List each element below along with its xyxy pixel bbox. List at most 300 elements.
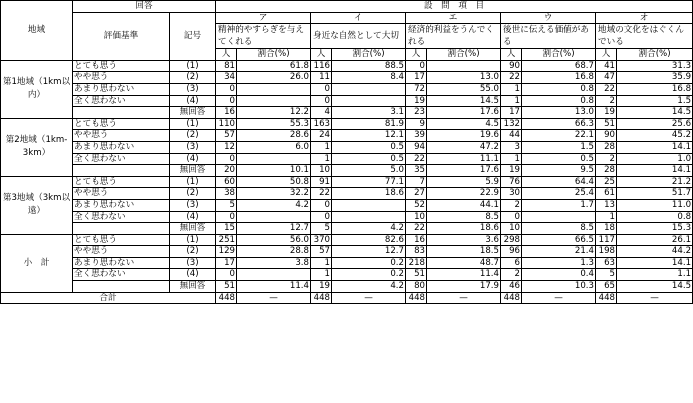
- count-cell: 22: [406, 153, 427, 165]
- table-row: [1, 60, 693, 72]
- criteria-label: やや思う: [73, 72, 170, 84]
- count-cell: 251: [216, 234, 237, 246]
- ratio-cell: 32.2: [237, 188, 311, 200]
- answer-header: 回答: [73, 1, 216, 13]
- total-row: [1, 292, 693, 304]
- ratio-cell: 4.2: [332, 223, 406, 235]
- ratio-cell: 11.4: [237, 281, 311, 293]
- ratio-cell: 0.4: [522, 269, 596, 281]
- criteria-label: [73, 107, 170, 119]
- count-cell: 44: [501, 130, 522, 142]
- question-text: 地域の文化をはぐくんでいる: [596, 24, 693, 49]
- symbol-code: 無回答: [170, 107, 216, 119]
- table-row: [1, 72, 693, 84]
- count-cell: 16: [406, 234, 427, 246]
- criteria-label: あまり思わない: [73, 83, 170, 95]
- table-row: [1, 153, 693, 165]
- unit-ratio: 割合(%): [332, 49, 406, 61]
- ratio-cell: 14.5: [617, 107, 693, 119]
- count-cell: 30: [501, 188, 522, 200]
- table-row: [1, 130, 693, 142]
- criteria-label: とても思う: [73, 234, 170, 246]
- total-ratio: —: [427, 292, 501, 304]
- unit-person: 人: [501, 49, 522, 61]
- ratio-cell: 14.1: [617, 165, 693, 177]
- count-cell: 57: [216, 130, 237, 142]
- count-cell: 47: [596, 72, 617, 84]
- count-cell: 51: [216, 281, 237, 293]
- count-cell: 22: [311, 188, 332, 200]
- count-cell: 22: [406, 223, 427, 235]
- ratio-cell: 28.8: [237, 246, 311, 258]
- region-label: 小 計: [1, 234, 73, 292]
- count-cell: 1: [311, 269, 332, 281]
- total-ratio: —: [237, 292, 311, 304]
- count-cell: 0: [311, 199, 332, 211]
- symbol-code: (4): [170, 95, 216, 107]
- count-cell: 2: [501, 269, 522, 281]
- criteria-label: とても思う: [73, 176, 170, 188]
- symbol-header: 記号: [170, 12, 216, 60]
- count-cell: 16: [216, 107, 237, 119]
- count-cell: 60: [216, 176, 237, 188]
- unit-ratio: 割合(%): [237, 49, 311, 61]
- unit-person: 人: [596, 49, 617, 61]
- ratio-cell: [237, 211, 311, 223]
- ratio-cell: 4.2: [237, 199, 311, 211]
- question-letter-row: [1, 12, 693, 24]
- count-cell: 0: [216, 95, 237, 107]
- total-label: 合計: [1, 292, 216, 304]
- ratio-cell: 31.3: [617, 60, 693, 72]
- ratio-cell: 14.5: [617, 281, 693, 293]
- count-cell: 0: [501, 211, 522, 223]
- symbol-code: (3): [170, 257, 216, 269]
- criteria-label: あまり思わない: [73, 257, 170, 269]
- count-cell: 46: [501, 281, 522, 293]
- table-body: [1, 60, 693, 303]
- ratio-cell: [237, 153, 311, 165]
- ratio-cell: 55.3: [237, 118, 311, 130]
- count-cell: 90: [596, 130, 617, 142]
- count-cell: 15: [216, 223, 237, 235]
- count-cell: 11: [311, 72, 332, 84]
- count-cell: 218: [406, 257, 427, 269]
- count-cell: 0: [216, 153, 237, 165]
- count-cell: 4: [311, 107, 332, 119]
- ratio-cell: 66.5: [522, 234, 596, 246]
- ratio-cell: 15.3: [617, 223, 693, 235]
- ratio-cell: 3.6: [427, 234, 501, 246]
- count-cell: 9: [406, 118, 427, 130]
- criteria-label: [73, 281, 170, 293]
- count-cell: 3: [501, 141, 522, 153]
- ratio-cell: 77.1: [332, 176, 406, 188]
- criteria-label: 全く思わない: [73, 211, 170, 223]
- count-cell: 83: [406, 246, 427, 258]
- count-cell: 7: [406, 176, 427, 188]
- region-label: 第3地域（3km以遠）: [1, 176, 73, 234]
- ratio-cell: 35.9: [617, 72, 693, 84]
- ratio-cell: 6.0: [237, 141, 311, 153]
- region-label: 第2地域（1km-3km）: [1, 118, 73, 176]
- count-cell: 61: [596, 188, 617, 200]
- count-cell: 19: [596, 107, 617, 119]
- ratio-cell: 5.0: [332, 165, 406, 177]
- ratio-cell: 14.1: [617, 257, 693, 269]
- question-letter: ウ: [501, 12, 596, 24]
- count-cell: 19: [311, 281, 332, 293]
- count-cell: 132: [501, 118, 522, 130]
- unit-person: 人: [311, 49, 332, 61]
- count-cell: 94: [406, 141, 427, 153]
- table-row: [1, 281, 693, 293]
- count-cell: 163: [311, 118, 332, 130]
- question-text: 経済的利益をうんでくれる: [406, 24, 501, 49]
- ratio-cell: 12.2: [237, 107, 311, 119]
- ratio-cell: [522, 211, 596, 223]
- ratio-cell: 18.6: [332, 188, 406, 200]
- ratio-cell: 3.8: [237, 257, 311, 269]
- count-cell: 2: [596, 153, 617, 165]
- count-cell: 27: [406, 188, 427, 200]
- count-cell: 34: [216, 72, 237, 84]
- count-cell: 18: [596, 223, 617, 235]
- ratio-cell: [237, 95, 311, 107]
- region-header: 地域: [1, 1, 73, 61]
- table-row: [1, 141, 693, 153]
- count-cell: 24: [311, 130, 332, 142]
- criteria-label: 全く思わない: [73, 153, 170, 165]
- criteria-label: とても思う: [73, 60, 170, 72]
- ratio-cell: [237, 269, 311, 281]
- question-letter: イ: [311, 12, 406, 24]
- table-row: [1, 257, 693, 269]
- ratio-cell: 1.5: [617, 95, 693, 107]
- total-count: 448: [311, 292, 332, 304]
- ratio-cell: 8.5: [427, 211, 501, 223]
- ratio-cell: 16.8: [617, 83, 693, 95]
- ratio-cell: 1.0: [617, 153, 693, 165]
- count-cell: 17: [406, 72, 427, 84]
- symbol-code: (1): [170, 118, 216, 130]
- count-cell: 1: [311, 141, 332, 153]
- criteria-label: あまり思わない: [73, 199, 170, 211]
- count-cell: 0: [311, 95, 332, 107]
- count-cell: 129: [216, 246, 237, 258]
- symbol-code: (2): [170, 72, 216, 84]
- ratio-cell: 55.0: [427, 83, 501, 95]
- total-ratio: —: [332, 292, 406, 304]
- symbol-code: (1): [170, 234, 216, 246]
- ratio-cell: 11.4: [427, 269, 501, 281]
- table-row: [1, 223, 693, 235]
- unit-person: 人: [406, 49, 427, 61]
- total-count: 448: [216, 292, 237, 304]
- count-cell: 23: [406, 107, 427, 119]
- ratio-cell: 18.5: [427, 246, 501, 258]
- criteria-label: やや思う: [73, 246, 170, 258]
- criteria-label: とても思う: [73, 118, 170, 130]
- count-cell: 0: [311, 83, 332, 95]
- ratio-cell: 21.2: [617, 176, 693, 188]
- symbol-code: 無回答: [170, 281, 216, 293]
- criteria-label: やや思う: [73, 188, 170, 200]
- ratio-cell: 0.5: [332, 153, 406, 165]
- symbol-code: (3): [170, 141, 216, 153]
- count-cell: 1: [311, 153, 332, 165]
- ratio-cell: 26.1: [617, 234, 693, 246]
- ratio-cell: 26.0: [237, 72, 311, 84]
- ratio-cell: 50.8: [237, 176, 311, 188]
- question-text: 後世に伝える価値がある: [501, 24, 596, 49]
- criteria-label: やや思う: [73, 130, 170, 142]
- ratio-cell: 44.1: [427, 199, 501, 211]
- question-text: 精神的やすらぎを与えてくれる: [216, 24, 311, 49]
- unit-ratio: 割合(%): [427, 49, 501, 61]
- symbol-code: (3): [170, 199, 216, 211]
- ratio-cell: 18.6: [427, 223, 501, 235]
- ratio-cell: 13.0: [522, 107, 596, 119]
- count-cell: 39: [406, 130, 427, 142]
- table-row: [1, 246, 693, 258]
- count-cell: 22: [501, 72, 522, 84]
- criteria-label: [73, 223, 170, 235]
- count-cell: 1: [501, 83, 522, 95]
- ratio-cell: 25.4: [522, 188, 596, 200]
- count-cell: 116: [311, 60, 332, 72]
- count-cell: 10: [311, 165, 332, 177]
- question-items-header: 設 問 項 目: [216, 1, 693, 13]
- count-cell: 2: [501, 199, 522, 211]
- ratio-cell: 0.5: [332, 141, 406, 153]
- symbol-code: 無回答: [170, 165, 216, 177]
- ratio-cell: 25.6: [617, 118, 693, 130]
- table-row: [1, 269, 693, 281]
- ratio-cell: 81.9: [332, 118, 406, 130]
- region-label: 第1地域（1km以内）: [1, 60, 73, 118]
- ratio-cell: 47.2: [427, 141, 501, 153]
- ratio-cell: 10.3: [522, 281, 596, 293]
- count-cell: 90: [501, 60, 522, 72]
- ratio-cell: 17.6: [427, 107, 501, 119]
- ratio-cell: 44.2: [617, 246, 693, 258]
- count-cell: 5: [216, 199, 237, 211]
- ratio-cell: 11.1: [427, 153, 501, 165]
- count-cell: 28: [596, 165, 617, 177]
- criteria-label: [73, 165, 170, 177]
- ratio-cell: 8.5: [522, 223, 596, 235]
- unit-ratio: 割合(%): [522, 49, 596, 61]
- ratio-cell: 5.9: [427, 176, 501, 188]
- ratio-cell: 45.2: [617, 130, 693, 142]
- ratio-cell: 0.5: [522, 153, 596, 165]
- ratio-cell: 3.1: [332, 107, 406, 119]
- ratio-cell: 68.7: [522, 60, 596, 72]
- ratio-cell: 22.9: [427, 188, 501, 200]
- count-cell: 0: [311, 211, 332, 223]
- count-cell: 19: [501, 165, 522, 177]
- table-row: [1, 83, 693, 95]
- ratio-cell: 0.8: [522, 95, 596, 107]
- ratio-cell: 82.6: [332, 234, 406, 246]
- count-cell: 298: [501, 234, 522, 246]
- ratio-cell: 28.6: [237, 130, 311, 142]
- count-cell: 10: [501, 223, 522, 235]
- ratio-cell: 56.0: [237, 234, 311, 246]
- ratio-cell: 1.1: [617, 269, 693, 281]
- count-cell: 1: [596, 211, 617, 223]
- symbol-code: (1): [170, 60, 216, 72]
- count-cell: 12: [216, 141, 237, 153]
- symbol-code: (4): [170, 269, 216, 281]
- ratio-cell: 1.3: [522, 257, 596, 269]
- count-cell: 0: [216, 83, 237, 95]
- ratio-cell: 13.0: [427, 72, 501, 84]
- ratio-cell: 16.8: [522, 72, 596, 84]
- count-cell: 198: [596, 246, 617, 258]
- ratio-cell: 8.4: [332, 72, 406, 84]
- ratio-cell: 14.5: [427, 95, 501, 107]
- table-row: [1, 176, 693, 188]
- symbol-code: (2): [170, 188, 216, 200]
- ratio-cell: 17.9: [427, 281, 501, 293]
- count-cell: 0: [406, 60, 427, 72]
- question-text: 身近な自然として大切: [311, 24, 406, 49]
- question-letter: ア: [216, 12, 311, 24]
- ratio-cell: 14.1: [617, 141, 693, 153]
- count-cell: 52: [406, 199, 427, 211]
- unit-ratio: 割合(%): [617, 49, 693, 61]
- symbol-code: (2): [170, 246, 216, 258]
- count-cell: 65: [596, 281, 617, 293]
- count-cell: 28: [596, 141, 617, 153]
- ratio-cell: [237, 83, 311, 95]
- count-cell: 25: [596, 176, 617, 188]
- ratio-cell: [427, 60, 501, 72]
- criteria-label: 全く思わない: [73, 269, 170, 281]
- question-letter: オ: [596, 12, 693, 24]
- ratio-cell: [332, 95, 406, 107]
- criteria-header: 評価基準: [73, 12, 170, 60]
- ratio-cell: 61.8: [237, 60, 311, 72]
- count-cell: 5: [311, 223, 332, 235]
- ratio-cell: 0.8: [617, 211, 693, 223]
- ratio-cell: 19.6: [427, 130, 501, 142]
- ratio-cell: [332, 83, 406, 95]
- ratio-cell: 4.2: [332, 281, 406, 293]
- count-cell: 10: [406, 211, 427, 223]
- ratio-cell: 0.2: [332, 257, 406, 269]
- table-row: [1, 107, 693, 119]
- count-cell: 0: [216, 211, 237, 223]
- ratio-cell: 9.5: [522, 165, 596, 177]
- ratio-cell: 64.4: [522, 176, 596, 188]
- ratio-cell: 4.5: [427, 118, 501, 130]
- count-cell: 117: [596, 234, 617, 246]
- count-cell: 6: [501, 257, 522, 269]
- count-cell: 80: [406, 281, 427, 293]
- table-row: [1, 211, 693, 223]
- count-cell: 17: [501, 107, 522, 119]
- ratio-cell: 66.3: [522, 118, 596, 130]
- count-cell: 2: [596, 95, 617, 107]
- total-count: 448: [406, 292, 427, 304]
- ratio-cell: 11.0: [617, 199, 693, 211]
- total-count: 448: [501, 292, 522, 304]
- criteria-label: 全く思わない: [73, 95, 170, 107]
- count-cell: 35: [406, 165, 427, 177]
- ratio-cell: 21.4: [522, 246, 596, 258]
- symbol-code: (4): [170, 153, 216, 165]
- count-cell: 1: [311, 257, 332, 269]
- ratio-cell: 1.5: [522, 141, 596, 153]
- ratio-cell: 12.7: [332, 246, 406, 258]
- table-row: [1, 188, 693, 200]
- table-row: [1, 95, 693, 107]
- table-row: [1, 234, 693, 246]
- symbol-code: (1): [170, 176, 216, 188]
- ratio-cell: 17.6: [427, 165, 501, 177]
- count-cell: 370: [311, 234, 332, 246]
- count-cell: 1: [501, 153, 522, 165]
- count-cell: 51: [596, 118, 617, 130]
- count-cell: 51: [406, 269, 427, 281]
- table-row: [1, 199, 693, 211]
- ratio-cell: 48.7: [427, 257, 501, 269]
- table-row: [1, 165, 693, 177]
- count-cell: 13: [596, 199, 617, 211]
- symbol-code: (2): [170, 130, 216, 142]
- symbol-code: (3): [170, 83, 216, 95]
- ratio-cell: 22.1: [522, 130, 596, 142]
- criteria-label: あまり思わない: [73, 141, 170, 153]
- symbol-code: 無回答: [170, 223, 216, 235]
- count-cell: 81: [216, 60, 237, 72]
- count-cell: 41: [596, 60, 617, 72]
- count-cell: 57: [311, 246, 332, 258]
- count-cell: 1: [501, 95, 522, 107]
- count-cell: 19: [406, 95, 427, 107]
- ratio-cell: 12.1: [332, 130, 406, 142]
- count-cell: 38: [216, 188, 237, 200]
- count-cell: 76: [501, 176, 522, 188]
- question-letter: エ: [406, 12, 501, 24]
- table-row: [1, 118, 693, 130]
- ratio-cell: 51.7: [617, 188, 693, 200]
- ratio-cell: 0.2: [332, 269, 406, 281]
- count-cell: 96: [501, 246, 522, 258]
- count-cell: 72: [406, 83, 427, 95]
- ratio-cell: [332, 199, 406, 211]
- ratio-cell: 0.8: [522, 83, 596, 95]
- symbol-code: (4): [170, 211, 216, 223]
- count-cell: 110: [216, 118, 237, 130]
- ratio-cell: [332, 211, 406, 223]
- unit-person: 人: [216, 49, 237, 61]
- total-count: 448: [596, 292, 617, 304]
- total-ratio: —: [522, 292, 596, 304]
- ratio-cell: 12.7: [237, 223, 311, 235]
- count-cell: 5: [596, 269, 617, 281]
- count-cell: 20: [216, 165, 237, 177]
- count-cell: 63: [596, 257, 617, 269]
- count-cell: 91: [311, 176, 332, 188]
- count-cell: 17: [216, 257, 237, 269]
- count-cell: 22: [596, 83, 617, 95]
- total-ratio: —: [617, 292, 693, 304]
- ratio-cell: 88.5: [332, 60, 406, 72]
